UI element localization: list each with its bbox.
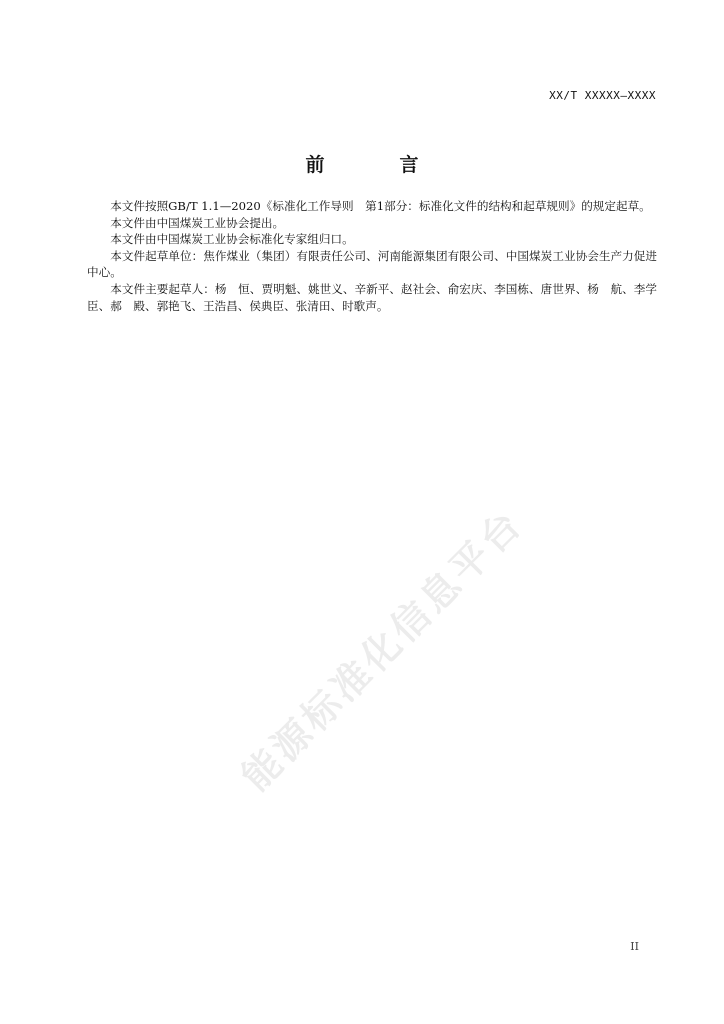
paragraph-administrator: 本文件由中国煤炭工业协会标准化专家组归口。 xyxy=(110,232,354,247)
preface-body xyxy=(87,198,657,314)
page-title: 前 言 xyxy=(305,154,447,176)
paragraph-drafting-rules: 本文件按照GB/T 1.1—2020《标准化工作导则 第1部分：标准化文件的结构和起草规则》的规定起草。 xyxy=(110,199,651,213)
watermark: 能源标准化信息平台 xyxy=(233,500,532,800)
paragraph-drafters: 本文件主要起草人：杨 恒、贾明魁、姚世义、辛新平、赵社会、俞宏庆、李国栋、唐世界、杨 航、李学臣、郝 殿、郭艳飞、王浩昌、侯典臣、张清田、时歌声。 xyxy=(87,281,657,313)
document-code: XX/T XXXXX—XXXX xyxy=(549,89,656,102)
page-number: II xyxy=(630,940,639,953)
paragraph-proposer: 本文件由中国煤炭工业协会提出。 xyxy=(110,215,285,230)
paragraph-drafting-units: 本文件起草单位：焦作煤业（集团）有限责任公司、河南能源集团有限公司、中国煤炭工业协会生产力促进中心。 xyxy=(87,248,657,280)
